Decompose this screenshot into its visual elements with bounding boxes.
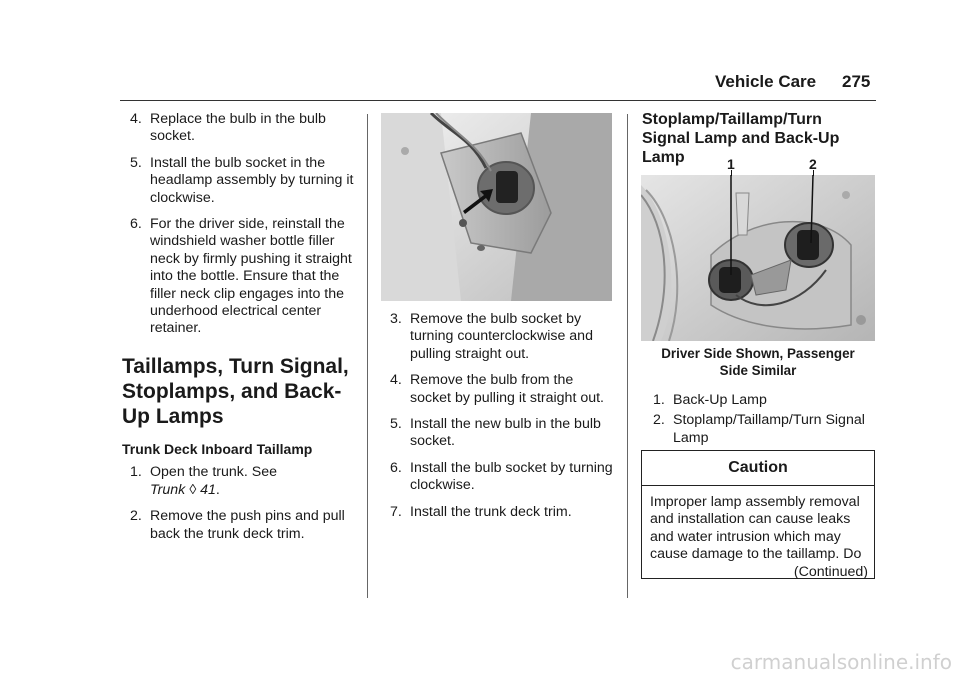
list-item — [122, 216, 358, 338]
step-number: 6. — [390, 459, 402, 476]
list-item — [382, 311, 618, 363]
reference-page: 41 — [200, 481, 216, 498]
caution-text: Improper lamp assembly removal and installation can cause leaks and water intrusion which may cause damage to the taillamp. Do — [650, 494, 862, 563]
step-number: 2. — [130, 508, 142, 525]
section-title: Vehicle Care — [715, 72, 817, 91]
section-heading: Taillamps, Turn Signal, Stoplamps, and Back-Up Lamps — [122, 354, 349, 428]
step-number: 5. — [390, 416, 402, 433]
continued-label: (Continued) — [793, 563, 868, 580]
step-text: Install the new bulb in the bulb socket. — [410, 416, 601, 450]
step-text: For the driver side, reinstall the windshield washer bottle filler neck by firmly pushing it straight into the bottle. Ensure that the filler neck clip engages into the underhood electrical center retainer. — [150, 216, 352, 337]
column-1 — [122, 111, 358, 552]
callout-label-1: 1 — [727, 156, 735, 172]
callout-leader-1 — [731, 170, 732, 176]
callout-label-2: 2 — [809, 156, 817, 172]
step-number: 3. — [390, 311, 402, 327]
step-number: 4. — [130, 111, 142, 127]
figure-caption: Driver Side Shown, Passenger Side Similar — [661, 346, 855, 378]
list-item — [122, 111, 358, 146]
column-2 — [382, 311, 618, 530]
section-heading: Stoplamp/Taillamp/Turn Signal Lamp and Back-Up Lamp — [642, 111, 840, 166]
legend-number: 1. — [653, 392, 665, 408]
caution-box — [641, 450, 875, 579]
list-item — [382, 460, 618, 495]
callout-leader-2 — [813, 170, 814, 176]
steps-trunk — [122, 464, 358, 543]
step-number: 7. — [390, 503, 402, 520]
list-item — [382, 504, 618, 521]
step-number: 5. — [130, 154, 142, 171]
legend-list — [645, 392, 875, 447]
taillamp-illustration — [641, 175, 875, 341]
list-item — [645, 412, 875, 447]
step-number: 4. — [390, 372, 402, 389]
list-item — [382, 416, 618, 451]
page-number: 275 — [842, 72, 871, 91]
trunk-socket-illustration — [381, 113, 612, 301]
legend-text: Stoplamp/Taillamp/Turn Signal Lamp — [673, 412, 865, 446]
list-item — [645, 392, 875, 409]
steps-bulb — [382, 311, 618, 521]
step-text: Install the trunk deck trim. — [410, 503, 572, 520]
step-text: Open the trunk. See — [150, 464, 277, 481]
list-item — [122, 464, 358, 499]
step-text: Install the bulb socket in the headlamp assembly by turning it clockwise. — [150, 154, 354, 206]
list-item — [122, 155, 358, 207]
column-divider-1 — [367, 114, 368, 598]
list-item — [122, 508, 358, 543]
figure-legend — [645, 392, 875, 456]
header-rule — [120, 100, 876, 101]
step-text: Remove the bulb socket by turning counterclockwise and pulling straight out. — [410, 311, 593, 362]
step-number: 1. — [130, 464, 142, 481]
step-text: Remove the push pins and pull back the trunk deck trim. — [150, 508, 345, 542]
page-reference-icon: ◊ — [189, 481, 197, 498]
steps-continued — [122, 111, 358, 338]
step-text: Replace the bulb in the bulb socket. — [150, 111, 326, 145]
cross-reference-link[interactable] — [150, 482, 216, 498]
subheading: Trunk Deck Inboard Taillamp — [122, 440, 313, 457]
step-text: Remove the bulb from the socket by pulling it straight out. — [410, 372, 604, 406]
list-item — [382, 372, 618, 407]
legend-number: 2. — [653, 412, 665, 429]
sentence-end: . — [215, 481, 220, 498]
caution-title: Caution — [642, 451, 874, 486]
column-divider-2 — [627, 114, 628, 598]
step-number: 6. — [130, 216, 142, 233]
watermark: carmanualsonline.info — [730, 650, 952, 674]
reference-title: Trunk — [150, 481, 186, 498]
legend-text: Back-Up Lamp — [673, 392, 767, 408]
step-text: Install the bulb socket by turning clockwise. — [410, 459, 613, 494]
